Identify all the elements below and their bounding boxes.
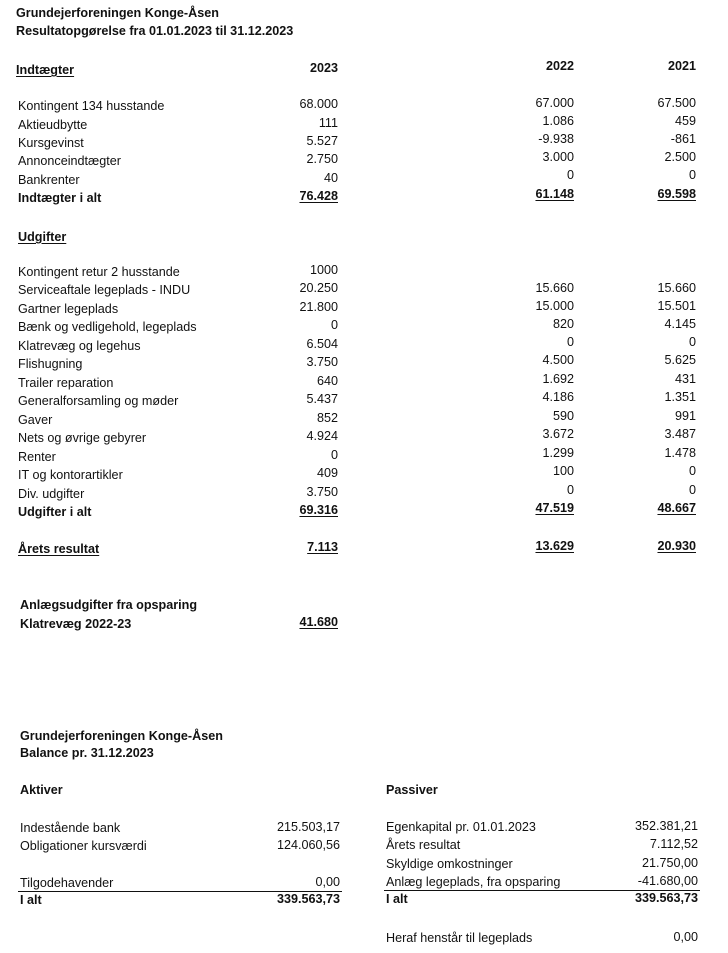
assets-total-value: 339.563,73 [276,892,340,906]
balance-title: Balance pr. 31.12.2023 [20,746,154,760]
liabilities-total-value: 339.563,73 [634,891,698,905]
value-2023: 5.527 [306,134,338,148]
row-value: 21.750,00 [641,856,698,870]
value-2023: 21.800 [299,300,338,314]
investment-value: 41.680 [299,615,338,629]
result-2021: 20.930 [657,539,696,553]
value-2022: 820 [552,317,574,331]
reserve-value: -41.680,00 [637,874,698,888]
value-2021: 1.478 [664,446,696,460]
value-2023: 4.924 [306,429,338,443]
row-label: Annonceindtægter [18,154,121,168]
row-label: Kontingent 134 husstande [18,99,165,113]
liabilities-heading: Passiver [386,783,438,797]
value-2021: 459 [674,114,696,128]
income-total-2022: 61.148 [535,187,574,201]
value-2022: 0 [566,335,574,349]
value-2023: 0 [330,318,338,332]
value-2022: 4.500 [542,353,574,367]
value-2023: 409 [316,466,338,480]
value-2022: 3.672 [542,427,574,441]
value-2023: 5.437 [306,392,338,406]
row-value: 215.503,17 [276,820,340,834]
row-label: Klatrevæg og legehus [18,339,141,353]
value-2023: 68.000 [299,97,338,111]
value-2022: 0 [566,168,574,182]
value-2022: 0 [566,483,574,497]
row-value: 124.060,56 [276,838,340,852]
assets-heading: Aktiver [20,783,63,797]
row-label: Kursgevinst [18,136,84,150]
expenses-total-2021: 48.667 [657,501,696,515]
row-value: 7.112,52 [649,837,698,851]
value-2023: 2.750 [306,152,338,166]
remaining-label: Heraf henstår til legeplads [386,931,533,945]
value-2021: 67.500 [657,96,696,110]
value-2022: -9.938 [538,132,574,146]
liabilities-total-label: I alt [386,892,408,906]
row-label: Nets og øvrige gebyrer [18,431,147,445]
value-2021: 431 [674,372,696,386]
assets-total-label: I alt [20,893,42,907]
row-label: Skyldige omkostninger [386,857,513,871]
value-2022: 15.660 [535,281,574,295]
income-total-2023: 76.428 [299,189,338,203]
value-2023: 111 [318,116,338,130]
row-label: Kontingent retur 2 husstande [18,265,180,279]
value-2021: 15.660 [657,281,696,295]
value-2021: 0 [688,483,696,497]
row-label: Div. udgifter [18,487,85,501]
row-label: Aktieudbytte [18,118,88,132]
year-header-2022: 2022 [545,59,574,73]
row-label: Generalforsamling og møder [18,394,179,408]
reserve-label: Anlæg legeplads, fra opsparing [386,875,561,889]
income-total-label: Indtægter i alt [18,191,102,205]
row-label: Gaver [18,413,53,427]
value-2021: 15.501 [657,299,696,313]
value-2023: 3.750 [306,485,338,499]
value-2021: 3.487 [664,427,696,441]
income-total-2021: 69.598 [657,187,696,201]
value-2022: 3.000 [542,150,574,164]
value-2022: 1.692 [542,372,574,386]
value-2022: 15.000 [535,299,574,313]
row-label: Renter [18,450,56,464]
expenses-total-2022: 47.519 [535,501,574,515]
year-header-2021: 2021 [667,59,696,73]
value-2021: 991 [674,409,696,423]
investments-heading: Anlægsudgifter fra opsparing [20,598,198,612]
value-2021: 0 [688,168,696,182]
value-2023: 0 [330,448,338,462]
value-2021: 4.145 [664,317,696,331]
row-label: Bænk og vedligehold, legeplads [18,320,197,334]
value-2022: 1.299 [542,446,574,460]
year-header-2023: 2023 [309,61,338,75]
value-2021: -861 [670,132,696,146]
receivables-label: Tilgodehavender [20,876,114,890]
remaining-value: 0,00 [673,930,698,944]
value-2023: 640 [316,374,338,388]
income-heading: Indtægter [16,63,75,77]
value-2023: 6.504 [306,337,338,351]
value-2021: 0 [688,335,696,349]
value-2023: 3.750 [306,355,338,369]
value-2023: 20.250 [299,281,338,295]
row-label: Gartner legeplads [18,302,119,316]
balance-org-name: Grundejerforeningen Konge-Åsen [20,729,223,743]
statement-title: Resultatopgørelse fra 01.01.2023 til 31.12.2023 [16,24,294,38]
result-2023: 7.113 [307,540,338,554]
value-2022: 67.000 [535,96,574,110]
row-value: 352.381,21 [634,819,698,833]
value-2021: 5.625 [664,353,696,367]
expenses-total-2023: 69.316 [299,503,338,517]
result-label: Årets resultat [18,542,100,556]
value-2021: 1.351 [664,390,696,404]
value-2021: 2.500 [664,150,696,164]
row-label: Trailer reparation [18,376,114,390]
row-label: Indestående bank [20,821,121,835]
value-2021: 0 [688,464,696,478]
receivables-value: 0,00 [315,875,340,889]
row-label: IT og kontorartikler [18,468,123,482]
org-name: Grundejerforeningen Konge-Åsen [16,6,219,20]
value-2022: 100 [552,464,574,478]
row-label: Flishugning [18,357,83,371]
row-label: Bankrenter [18,173,80,187]
row-label: Obligationer kursværdi [20,839,147,853]
investment-label: Klatrevæg 2022-23 [20,617,132,631]
value-2023: 852 [316,411,338,425]
value-2022: 1.086 [542,114,574,128]
row-label: Serviceaftale legeplads - INDU [18,283,191,297]
row-label: Årets resultat [386,838,461,852]
value-2022: 4.186 [542,390,574,404]
result-2022: 13.629 [535,539,574,553]
value-2022: 590 [552,409,574,423]
row-label: Egenkapital pr. 01.01.2023 [386,820,536,834]
expenses-heading: Udgifter [18,230,67,244]
value-2023: 40 [323,171,338,185]
value-2023: 1000 [309,263,338,277]
expenses-total-label: Udgifter i alt [18,505,92,519]
